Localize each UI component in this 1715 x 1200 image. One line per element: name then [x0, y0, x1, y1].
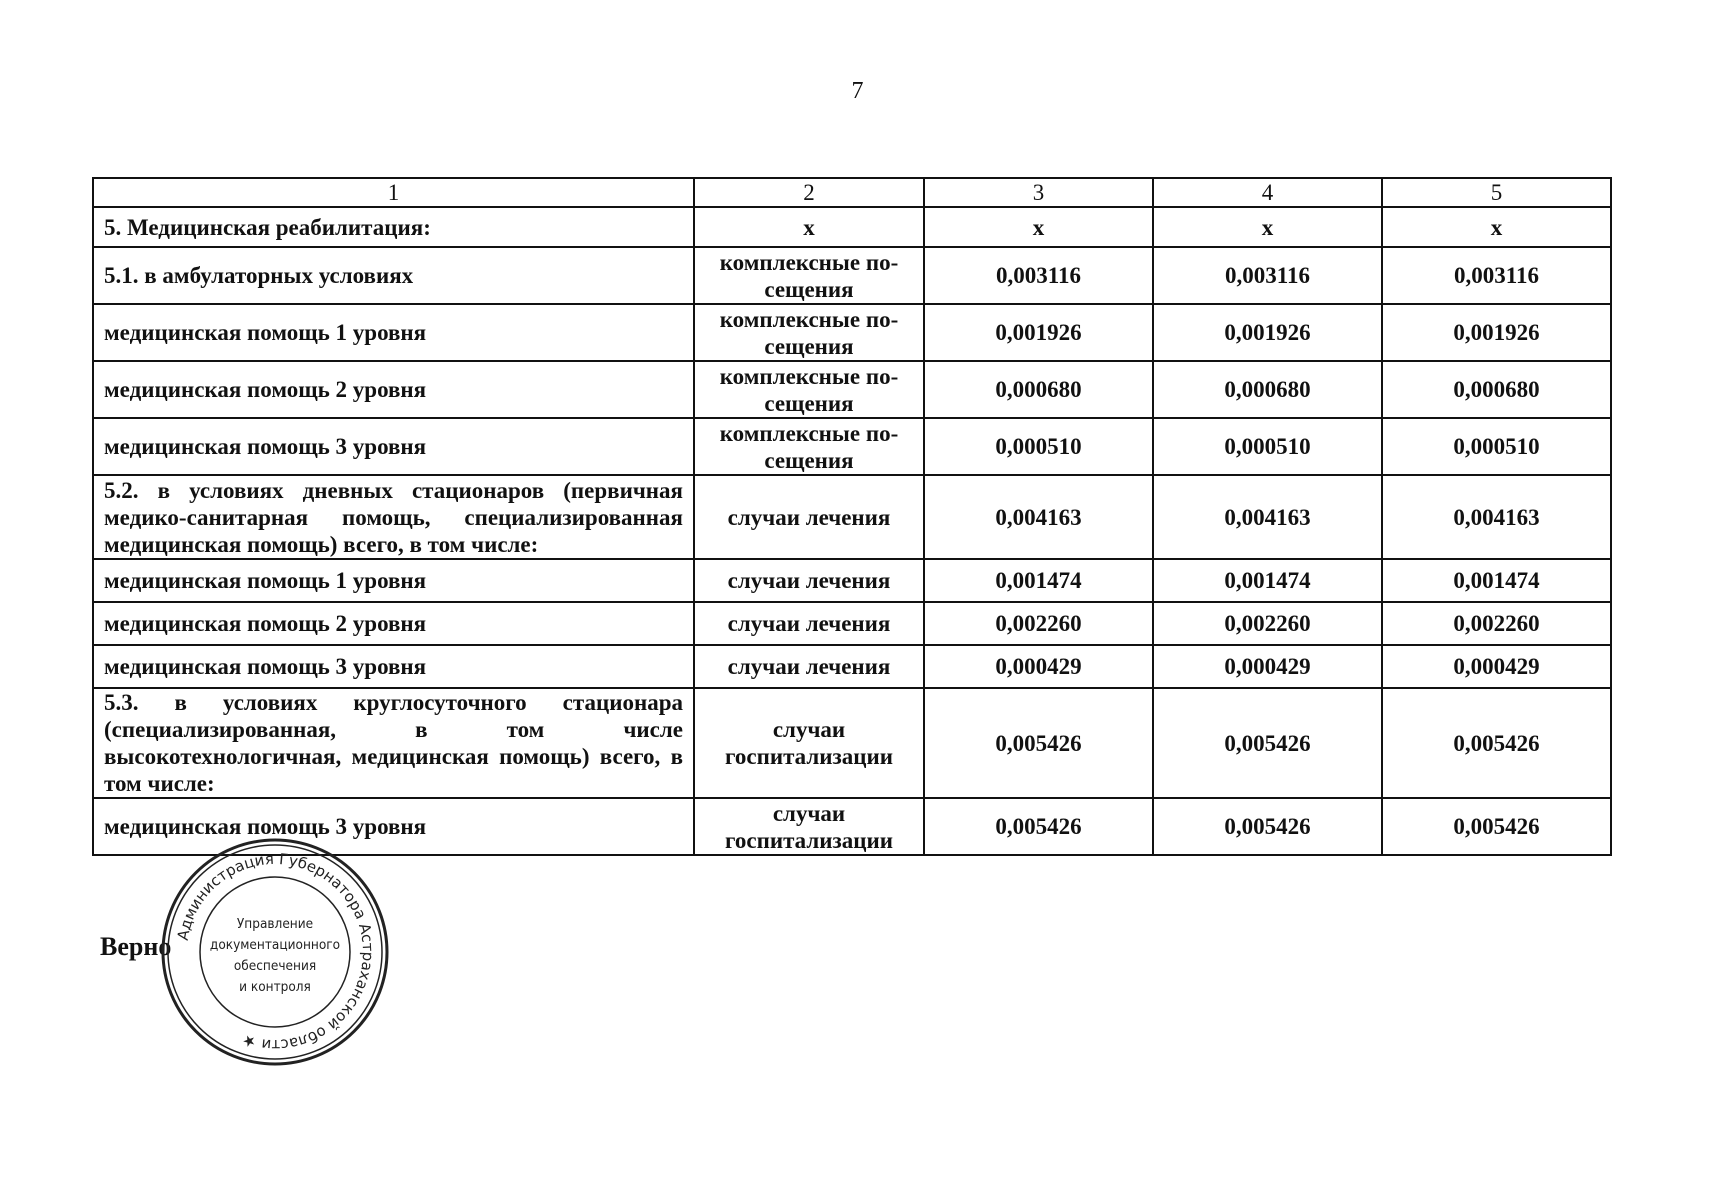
table-row [93, 304, 1611, 361]
table-row [93, 602, 1611, 645]
row-value-col3: 0,001926 [924, 304, 1153, 361]
row-value-col4: 0,001926 [1153, 304, 1382, 361]
column-header: 2 [694, 178, 924, 207]
verno-signature-text: Верно [100, 932, 172, 961]
table-row [93, 475, 1611, 559]
stamp-ring-text: Администрация Губернатора Астраханской области ★ [173, 849, 378, 1055]
row-unit: случаи лечения [694, 645, 924, 688]
table-header-row [93, 178, 1611, 207]
column-header: 5 [1382, 178, 1611, 207]
column-header: 1 [93, 178, 694, 207]
table-row [93, 645, 1611, 688]
row-label: медицинская помощь 2 уровня [93, 361, 694, 418]
row-value-col4: 0,002260 [1153, 602, 1382, 645]
stamp-center-line: документационного [209, 937, 341, 953]
indicators-table [92, 177, 1612, 856]
row-unit: случаи лечения [694, 602, 924, 645]
row-label: медицинская помощь 3 уровня [93, 645, 694, 688]
row-value-col3: 0,000429 [924, 645, 1153, 688]
row-label: медицинская помощь 2 уровня [93, 602, 694, 645]
row-label: медицинская помощь 3 уровня [93, 798, 694, 855]
row-value-col3: 0,003116 [924, 247, 1153, 304]
row-unit: x [694, 207, 924, 247]
row-value-col3: 0,002260 [924, 602, 1153, 645]
stamp-center-line: и контроля [239, 979, 311, 995]
row-value-col5: 0,002260 [1382, 602, 1611, 645]
row-value-col3: 0,005426 [924, 798, 1153, 855]
row-value-col3: 0,000680 [924, 361, 1153, 418]
row-value-col4: 0,003116 [1153, 247, 1382, 304]
table-row [93, 247, 1611, 304]
row-label: 5. Медицинская реабилитация: [93, 207, 694, 247]
row-unit: случаи госпитализации [694, 688, 924, 798]
page-number: 7 [851, 78, 864, 104]
stamp-center-line: Управление [236, 916, 314, 932]
row-unit: случаи лечения [694, 559, 924, 602]
row-label: медицинская помощь 3 уровня [93, 418, 694, 475]
row-value-col4: 0,005426 [1153, 688, 1382, 798]
row-value-col4: 0,000680 [1153, 361, 1382, 418]
official-stamp [160, 837, 390, 1067]
row-value-col3: 0,005426 [924, 688, 1153, 798]
row-label: 5.2. в условиях дневных стационаров (первичная медико-санитарная помощь, специализированная медицинская помощь) всего, в том числе: [93, 475, 694, 559]
row-value-col5: 0,000510 [1382, 418, 1611, 475]
column-header: 4 [1153, 178, 1382, 207]
row-value-col4: 0,004163 [1153, 475, 1382, 559]
row-unit: комплексные по-сещения [694, 361, 924, 418]
row-value-col4: 0,000510 [1153, 418, 1382, 475]
row-value-col5: 0,004163 [1382, 475, 1611, 559]
row-value-col4: 0,005426 [1153, 798, 1382, 855]
table-row [93, 688, 1611, 798]
row-value-col5: 0,005426 [1382, 688, 1611, 798]
row-unit: случаи госпитализации [694, 798, 924, 855]
row-unit: комплексные по-сещения [694, 304, 924, 361]
row-value-col3: 0,001474 [924, 559, 1153, 602]
row-value-col5: x [1382, 207, 1611, 247]
row-value-col3: x [924, 207, 1153, 247]
row-unit: случаи лечения [694, 475, 924, 559]
row-value-col4: x [1153, 207, 1382, 247]
row-value-col5: 0,001474 [1382, 559, 1611, 602]
table-row [93, 207, 1611, 247]
row-label: медицинская помощь 1 уровня [93, 304, 694, 361]
row-value-col5: 0,003116 [1382, 247, 1611, 304]
row-unit: комплексные по-сещения [694, 418, 924, 475]
row-value-col3: 0,000510 [924, 418, 1153, 475]
row-label: 5.1. в амбулаторных условиях [93, 247, 694, 304]
row-value-col4: 0,000429 [1153, 645, 1382, 688]
row-value-col5: 0,000429 [1382, 645, 1611, 688]
row-label: медицинская помощь 1 уровня [93, 559, 694, 602]
row-value-col5: 0,001926 [1382, 304, 1611, 361]
stamp-center-line: обеспечения [233, 958, 317, 974]
column-header: 3 [924, 178, 1153, 207]
row-value-col5: 0,000680 [1382, 361, 1611, 418]
row-value-col5: 0,005426 [1382, 798, 1611, 855]
row-value-col4: 0,001474 [1153, 559, 1382, 602]
table-row [93, 361, 1611, 418]
row-value-col3: 0,004163 [924, 475, 1153, 559]
table-row [93, 559, 1611, 602]
row-unit: комплексные по-сещения [694, 247, 924, 304]
table-row [93, 418, 1611, 475]
row-label: 5.3. в условиях круглосуточного стационара (специализированная, в том числе высокотехнологичная, медицинская помощь) всего, в том числе: [93, 688, 694, 798]
